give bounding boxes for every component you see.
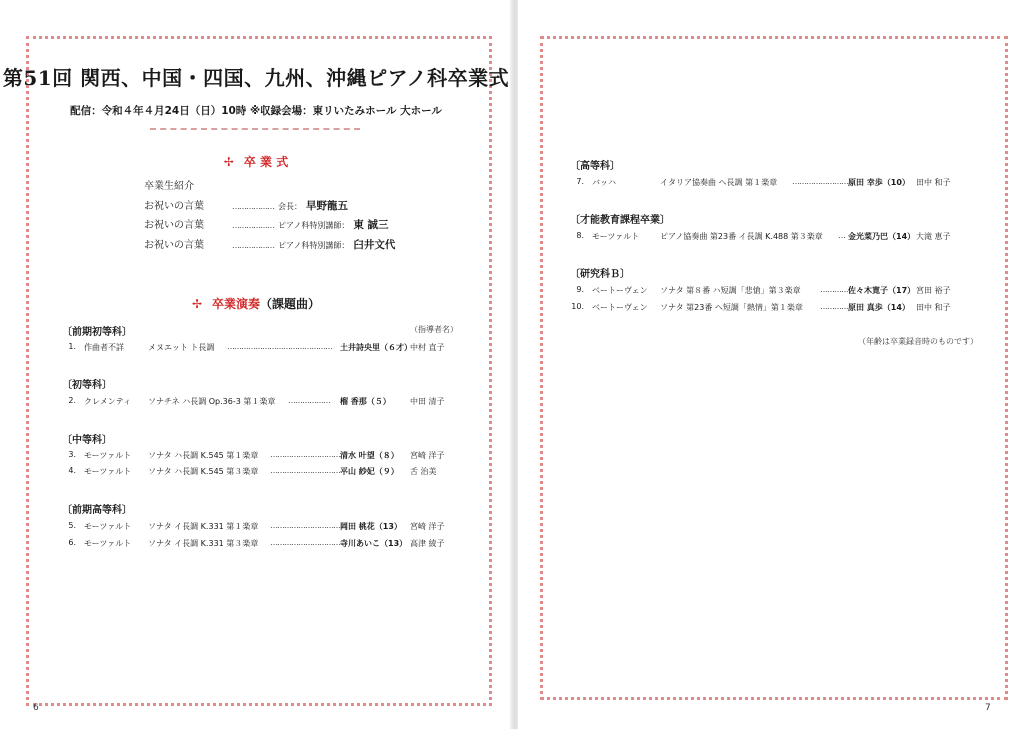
leader-dots: ……………………… [792, 177, 855, 186]
recital-heading [0, 295, 512, 312]
decorative-border [540, 36, 1008, 700]
program-row [62, 396, 462, 410]
program-row [62, 450, 462, 464]
performer: 寺川あいこ（13） [340, 539, 408, 548]
right-page [518, 0, 1032, 729]
teacher: 高津 綾子 [410, 539, 445, 548]
ceremony-program [144, 177, 395, 255]
composer: ベートーヴェン [592, 303, 648, 312]
leader-dots: ……………… [232, 221, 274, 230]
ceremony-heading-text: 卒 業 式 [243, 155, 289, 169]
row-number: 6. [68, 538, 76, 547]
composer: モーツァルト [84, 451, 132, 460]
teacher-column-label: （指導者名） [410, 325, 458, 334]
ceremony-item-label: 卒業生紹介 [144, 181, 194, 192]
performer: 金光菜乃巴（14） [848, 232, 916, 241]
row-number: 9. [576, 285, 584, 294]
piece-title: ソナタ ハ長調 K.545 第１楽章 [148, 451, 259, 460]
speaker-role: ピアノ科特別講師： [278, 221, 350, 230]
row-number: 10. [571, 302, 584, 311]
performer: 平山 紗妃（９） [340, 467, 399, 476]
ceremony-item [144, 177, 395, 197]
page-number: 6 [33, 703, 39, 713]
category-heading: 〔前期初等科〕 [62, 327, 132, 338]
performer: 原田 幸歩（10） [848, 178, 910, 187]
leader-dots: ……………………………………… [227, 342, 332, 351]
ceremony-item [144, 236, 395, 256]
category-heading: 〔研究科Ｂ〕 [570, 269, 630, 280]
ceremony-item-label: お祝いの言葉 [144, 220, 204, 231]
piece-title: ソナチネ ハ長調 Op.36-3 第１楽章 [148, 397, 276, 406]
speaker-name: 臼井文代 [353, 238, 396, 251]
category-heading: 〔中等科〕 [62, 435, 112, 446]
speaker-role: ピアノ科特別講師： [278, 240, 350, 250]
composer: モーツァルト [592, 232, 640, 241]
divider [150, 128, 360, 130]
category-heading: 〔初等科〕 [62, 380, 112, 391]
leader-dots: …………………………… [270, 521, 347, 530]
teacher: 中村 直子 [410, 343, 445, 352]
leader-dots: …………………………… [270, 538, 347, 547]
piece-title: ピアノ協奏曲 第23番 イ長調 K.488 第３楽章 [660, 232, 823, 241]
program-row [570, 285, 970, 299]
row-number: 7. [576, 177, 584, 186]
leader-dots: ……………… [232, 201, 274, 211]
ceremony-item [144, 216, 395, 236]
category-heading: 〔才能教育課程卒業〕 [570, 215, 670, 226]
leader-dots: ……………… [232, 240, 274, 250]
piece-title: ソナタ イ長調 K.331 第３楽章 [148, 539, 259, 548]
row-number: 5. [68, 521, 76, 530]
leader-dots: ………… [820, 302, 848, 311]
category-heading: 〔高等科〕 [570, 161, 620, 172]
piece-title: ソナタ 第23番 ヘ短調「熱情」第１楽章 [660, 303, 803, 312]
leader-dots: … [838, 231, 845, 240]
speaker-name: 早野龍五 [306, 199, 348, 212]
teacher: 舌 治美 [410, 467, 437, 476]
ceremony-item [144, 197, 395, 217]
program-row [570, 231, 970, 245]
program-row [62, 538, 462, 552]
composer: モーツァルト [84, 539, 132, 548]
leader-dots: ………… [820, 285, 848, 294]
teacher: 宮田 裕子 [916, 286, 951, 295]
row-number: 4. [68, 466, 76, 475]
cross-ornament-icon: ✢ [223, 155, 234, 169]
program-row [62, 521, 462, 535]
ceremony-item-label: お祝いの言葉 [144, 239, 204, 251]
teacher: 宮崎 洋子 [410, 451, 445, 460]
row-number: 2. [68, 396, 76, 405]
performer: 榴 香那（５） [340, 397, 391, 406]
piece-title: イタリア協奏曲 ヘ長調 第１楽章 [660, 178, 778, 187]
category-heading: 〔前期高等科〕 [62, 505, 132, 516]
leader-dots: ……………… [288, 396, 330, 405]
performer: 土井詩央里（６才） [340, 343, 412, 352]
composer: クレメンティ [84, 397, 132, 406]
performer: 原田 真歩（14） [848, 303, 910, 312]
performer: 佐々木寛子（17） [848, 286, 916, 295]
program-row [570, 177, 970, 191]
teacher: 田中 和子 [916, 303, 951, 312]
program-row [62, 342, 462, 356]
page-number: 7 [985, 703, 991, 713]
row-number: 8. [576, 231, 584, 240]
composer: バッハ [592, 178, 616, 187]
decorative-border [26, 36, 492, 706]
performer: 清水 叶望（８） [340, 451, 399, 460]
page-title: 第51回 関西、中国・四国、九州、沖縄ピアノ科卒業式 [2, 66, 510, 90]
program-row [570, 302, 970, 316]
broadcast-info: 配信：令和４年４月24日（日）10時 ※収録会場：東リいたみホール 大ホール [70, 105, 442, 117]
recital-heading-text: 卒業演奏 [212, 297, 261, 311]
teacher: 中田 清子 [410, 397, 445, 406]
leader-dots: …………………………… [270, 450, 347, 459]
cross-ornament-icon: ✢ [191, 297, 203, 311]
composer: モーツァルト [84, 467, 132, 476]
teacher: 大滝 恵子 [916, 232, 951, 241]
age-footnote: （年齢は卒業録音時のものです） [858, 337, 978, 346]
teacher: 宮崎 洋子 [410, 522, 445, 531]
composer: 作曲者不詳 [84, 343, 124, 352]
composer: モーツァルト [84, 522, 132, 531]
recital-heading-suffix: （課題曲） [260, 297, 321, 311]
program-row [62, 466, 462, 480]
speaker-name: 東 誠三 [353, 219, 389, 231]
leader-dots: …………………………… [270, 466, 347, 475]
row-number: 1. [68, 342, 76, 351]
ceremony-heading [0, 153, 512, 170]
row-number: 3. [68, 450, 76, 459]
performer: 岡田 桃花（13） [340, 522, 402, 531]
piece-title: ソナタ 第８番 ハ短調「悲愴」第３楽章 [660, 286, 801, 295]
piece-title: メヌエット ト長調 [148, 343, 215, 352]
left-page [0, 0, 512, 729]
speaker-role: 会長： [278, 201, 302, 211]
ceremony-item-label: お祝いの言葉 [144, 200, 204, 212]
composer: ベートーヴェン [592, 286, 648, 295]
piece-title: ソナタ イ長調 K.331 第１楽章 [148, 522, 259, 531]
teacher: 田中 和子 [916, 178, 951, 187]
piece-title: ソナタ ハ長調 K.545 第３楽章 [148, 467, 259, 476]
